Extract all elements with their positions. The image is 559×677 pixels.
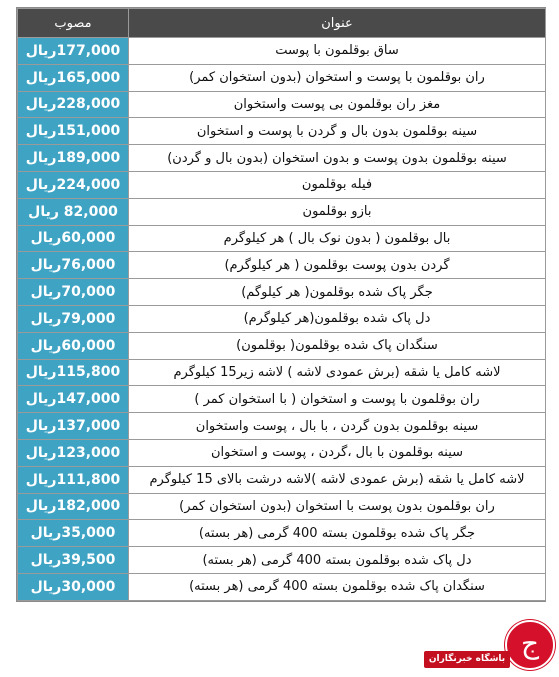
row-price: 224,000ریال <box>18 171 129 198</box>
brand-logo <box>505 620 555 670</box>
table-header-row <box>18 9 546 38</box>
row-price: 115,800ریال <box>18 359 129 386</box>
row-title: سنگدان پاک شده بوقلمون بسته 400 گرمی (هر بسته) <box>129 573 546 600</box>
row-price: 35,000ریال <box>18 520 129 547</box>
row-price: 111,800ریال <box>18 466 129 493</box>
table-row <box>18 252 546 279</box>
row-price: 76,000ریال <box>18 252 129 279</box>
row-title: سینه بوقلمون بدون بال و گردن با پوست و استخوان <box>129 118 546 145</box>
price-table <box>17 8 546 601</box>
table-row <box>18 64 546 91</box>
row-title: لاشه کامل یا شقه (برش عمودی لاشه ) لاشه زیر15 کیلوگرم <box>129 359 546 386</box>
table-row <box>18 118 546 145</box>
table-row <box>18 305 546 332</box>
row-price: 151,000ریال <box>18 118 129 145</box>
row-title: ران بوقلمون با پوست و استخوان (بدون استخوان کمر) <box>129 64 546 91</box>
table-row <box>18 359 546 386</box>
row-title: سنگدان پاک شده بوقلمون( بوقلمون) <box>129 332 546 359</box>
row-price: 177,000ریال <box>18 38 129 65</box>
table-row <box>18 439 546 466</box>
table-row <box>18 573 546 600</box>
row-price: 82,000 ریال <box>18 198 129 225</box>
row-price: 123,000ریال <box>18 439 129 466</box>
row-title: بازو بوقلمون <box>129 198 546 225</box>
row-price: 30,000ریال <box>18 573 129 600</box>
table-row <box>18 91 546 118</box>
row-title: فیله بوقلمون <box>129 171 546 198</box>
table-row <box>18 466 546 493</box>
row-title: سینه بوقلمون با بال ،گردن ، پوست و استخوان <box>129 439 546 466</box>
row-price: 60,000ریال <box>18 332 129 359</box>
header-price: مصوب <box>18 9 129 38</box>
table-row <box>18 225 546 252</box>
row-title: لاشه کامل یا شقه (برش عمودی لاشه )لاشه درشت بالای 15 کیلوگرم <box>129 466 546 493</box>
row-price: 70,000ریال <box>18 279 129 306</box>
row-title: بال بوقلمون ( بدون نوک بال ) هر کیلوگرم <box>129 225 546 252</box>
row-title: ران بوقلمون بدون پوست با استخوان (بدون استخوان کمر) <box>129 493 546 520</box>
row-price: 79,000ریال <box>18 305 129 332</box>
row-title: دل پاک شده بوقلمون(هر کیلوگرم) <box>129 305 546 332</box>
row-price: 60,000ریال <box>18 225 129 252</box>
row-title: جگر پاک شده بوقلمون بسته 400 گرمی (هر بسته) <box>129 520 546 547</box>
row-title: جگر پاک شده بوقلمون( هر کیلوگم) <box>129 279 546 306</box>
row-title: ران بوقلمون با پوست و استخوان ( با استخوان کمر ) <box>129 386 546 413</box>
table-row <box>18 145 546 172</box>
table-row <box>18 493 546 520</box>
table-row <box>18 332 546 359</box>
row-price: 137,000ریال <box>18 413 129 440</box>
row-price: 182,000ریال <box>18 493 129 520</box>
table-row <box>18 38 546 65</box>
row-title: سینه بوقلمون بدون گردن ، با بال ، پوست واستخوان <box>129 413 546 440</box>
table-row <box>18 386 546 413</box>
row-title: ساق بوقلمون با پوست <box>129 38 546 65</box>
table-row <box>18 279 546 306</box>
table-body <box>18 38 546 601</box>
brand-label: باشگاه خبرنگاران <box>424 651 510 668</box>
table-row <box>18 520 546 547</box>
table-row <box>18 547 546 574</box>
row-title: گردن بدون پوست بوقلمون ( هر کیلوگرم) <box>129 252 546 279</box>
logo-glyph-icon: ج <box>520 627 540 660</box>
price-table-container <box>16 7 546 602</box>
table-row <box>18 413 546 440</box>
row-price: 147,000ریال <box>18 386 129 413</box>
table-row <box>18 171 546 198</box>
row-title: دل پاک شده بوقلمون بسته 400 گرمی (هر بسته) <box>129 547 546 574</box>
row-title: سینه بوقلمون بدون پوست و بدون استخوان (بدون بال و گردن) <box>129 145 546 172</box>
row-price: 228,000ریال <box>18 91 129 118</box>
table-row <box>18 198 546 225</box>
row-title: مغز ران بوقلمون بی پوست واستخوان <box>129 91 546 118</box>
row-price: 189,000ریال <box>18 145 129 172</box>
header-title: عنوان <box>129 9 546 38</box>
row-price: 39,500ریال <box>18 547 129 574</box>
row-price: 165,000ریال <box>18 64 129 91</box>
